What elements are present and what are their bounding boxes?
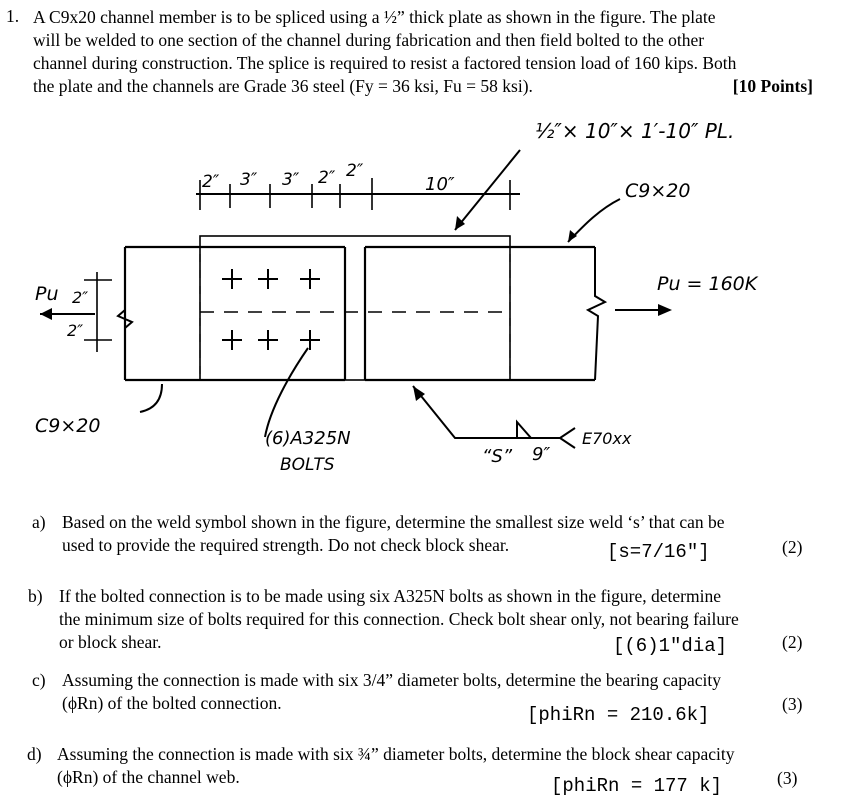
part-c-line-1: Assuming the connection is made with six 3/4” diameter bolts, determine the bearing capacity bbox=[62, 670, 721, 690]
dim-10-label: 10″ bbox=[425, 174, 455, 195]
part-a-answer: [s=7/16"] bbox=[607, 541, 710, 563]
channel-label-bottom: C9×20 bbox=[35, 415, 101, 437]
channel-label-top: C9×20 bbox=[625, 180, 691, 202]
part-b-line-2: the minimum size of bolts required for this connection. Check bolt shear only, not bearing failure bbox=[59, 609, 739, 629]
question-line-2: will be welded to one section of the channel during fabrication and then field bolted to the other bbox=[33, 30, 705, 50]
part-a-points: (2) bbox=[782, 537, 803, 557]
gauge-2b-label: 2″ bbox=[67, 321, 84, 340]
splice-figure bbox=[0, 104, 844, 504]
right-break-mark bbox=[588, 247, 605, 380]
gauge-2a-label: 2″ bbox=[72, 288, 89, 307]
part-c-line-2: (ϕRn) of the bolted connection. bbox=[62, 693, 282, 713]
question-line-4 bbox=[33, 75, 813, 98]
bolt-row-top bbox=[222, 269, 320, 289]
part-b-line-1: If the bolted connection is to be made using six A325N bolts as shown in the figure, determine bbox=[59, 586, 721, 606]
part-c-answer: [phiRn = 210.6k] bbox=[527, 704, 710, 726]
dim-2c-label: 2″ bbox=[346, 161, 364, 181]
part-b-label: b) bbox=[28, 586, 43, 606]
weld-tail bbox=[560, 428, 575, 448]
part-b-points: (2) bbox=[782, 632, 803, 652]
question-number: 1. bbox=[6, 6, 20, 26]
part-a-label: a) bbox=[32, 512, 46, 532]
bolts-leader bbox=[265, 348, 308, 437]
right-channel bbox=[365, 247, 595, 380]
part-d-line-1: Assuming the connection is made with six ¾” diameter bolts, determine the block shear capacity bbox=[57, 744, 735, 764]
part-d-line-2: (ϕRn) of the channel web. bbox=[57, 767, 240, 787]
part-d-label: d) bbox=[27, 744, 42, 764]
left-channel bbox=[125, 247, 345, 380]
question-line-3: channel during construction. The splice is required to resist a factored tension load of 160 kips. Both bbox=[33, 53, 737, 73]
part-a-line-2: used to provide the required strength. Do not check block shear. bbox=[62, 535, 510, 555]
part-c-points: (3) bbox=[782, 694, 803, 714]
bolt-row-bottom bbox=[222, 330, 320, 350]
part-b-line-3: or block shear. bbox=[59, 632, 162, 652]
part-a-line-1: Based on the weld symbol shown in the figure, determine the smallest size weld ‘s’ that can be bbox=[62, 512, 725, 532]
weld-size-label: “S” bbox=[482, 446, 513, 467]
splice-plate bbox=[200, 236, 510, 380]
fillet-weld-symbol bbox=[517, 422, 531, 438]
dim-2-label: 2″ bbox=[202, 172, 220, 192]
question-line-4-text: the plate and the channels are Grade 36 steel (Fy = 36 ksi, Fu = 58 ksi). bbox=[33, 76, 533, 96]
bolts-label-2: BOLTS bbox=[280, 455, 335, 475]
question-line-1: A C9x20 channel member is to be spliced using a ½” thick plate as shown in the figure. The plate bbox=[33, 7, 716, 27]
dim-3b-label: 3″ bbox=[282, 170, 300, 190]
question-points: [10 Points] bbox=[732, 76, 813, 96]
bolts-label-1: (6)A325N bbox=[265, 428, 351, 449]
load-left-label: Pu bbox=[35, 283, 59, 305]
part-b-answer: [(6)1"dia] bbox=[613, 635, 728, 657]
electrode-label: E70xx bbox=[582, 429, 632, 448]
dim-2b-label: 2″ bbox=[318, 168, 336, 188]
part-c-label: c) bbox=[32, 670, 46, 690]
load-right-label: Pu = 160K bbox=[657, 273, 758, 295]
weld-symbol-leader bbox=[413, 386, 520, 438]
plate-label: ½″× 10″× 1′-10″ PL. bbox=[535, 119, 735, 143]
part-d-points: (3) bbox=[777, 768, 798, 788]
weld-length-label: 9″ bbox=[532, 444, 551, 465]
part-d-answer: [phiRn = 177 k] bbox=[551, 775, 723, 797]
dim-3a-label: 3″ bbox=[240, 170, 258, 190]
